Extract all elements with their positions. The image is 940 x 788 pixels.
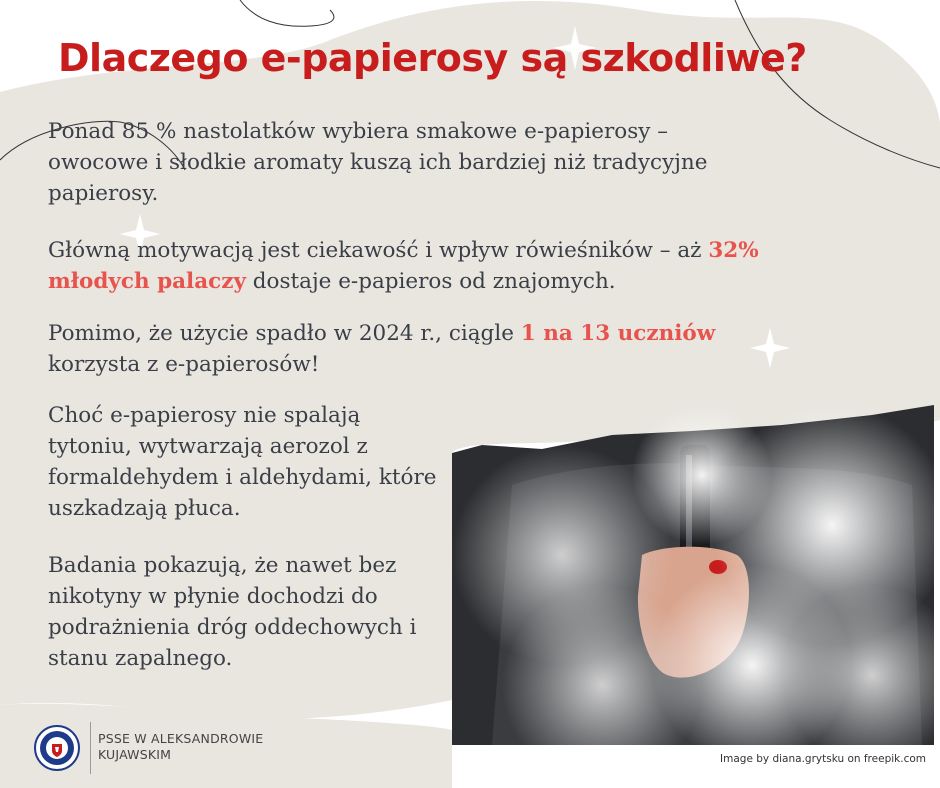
organization-name: [98, 731, 263, 763]
inspection-logo-icon: [34, 725, 80, 771]
organization-line-2: KUJAWSKIM: [98, 747, 172, 762]
paragraph-motivation-text: Główną motywacją jest ciekawość i wpływ rówieśników – aż: [48, 238, 709, 263]
highlight-1-in-13: 1 na 13 uczniów: [520, 321, 716, 346]
paragraph-motivation: [48, 235, 808, 297]
vaping-photo: [452, 405, 934, 745]
paragraph-usage-text-end: korzysta z e-papierosów!: [48, 352, 320, 377]
highlight-32-percent: 32% młodych palaczy: [48, 238, 759, 294]
paragraph-research: Badania pokazują, że nawet bez nikotyny w płynie dochodzi do podrażnienia dróg oddechowych i stanu zapalnego.: [48, 553, 417, 671]
image-credit: Image by diana.grytsku on freepik.com: [720, 753, 926, 765]
footer-divider: [90, 722, 91, 774]
paragraph-aerosol: Choć e-papierosy nie spalają tytoniu, wytwarzają aerozol z formaldehydem i aldehydami, które uszkadzają płuca.: [48, 403, 437, 521]
curve-line-top: [240, 0, 334, 26]
paragraph-motivation-text-end: dostaje e-papieros od znajomych.: [245, 269, 616, 294]
page-title: Dlaczego e-papierosy są szkodliwe?: [58, 36, 807, 80]
paragraph-usage: [48, 318, 808, 380]
paragraph-usage-text: Pomimo, że użycie spadło w 2024 r., ciągle: [48, 321, 521, 346]
paragraph-flavors: Ponad 85 % nastolatków wybiera smakowe e-papierosy – owocowe i słodkie aromaty kuszą ich bardziej niż tradycyjne papierosy.: [48, 119, 708, 206]
organization-line-1: PSSE W ALEKSANDROWIE: [98, 731, 264, 746]
